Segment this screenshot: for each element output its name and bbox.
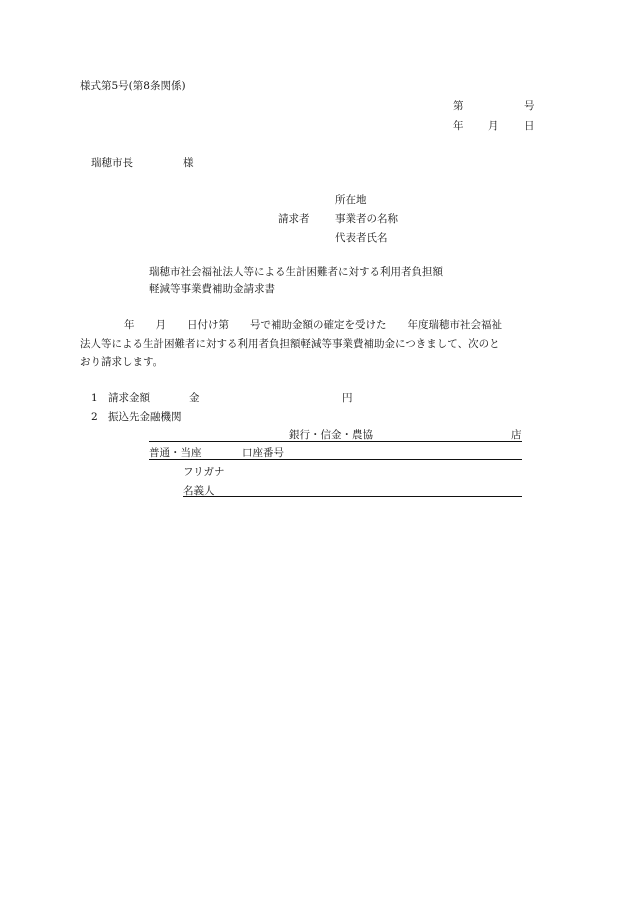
bank-name-underline [149, 441, 522, 442]
claim-amount-kin: 金 [189, 392, 200, 404]
branch-suffix: 店 [511, 429, 522, 441]
account-holder-label: 名義人 [183, 485, 215, 497]
item1-number: 1 [91, 392, 98, 404]
account-underline [149, 459, 522, 460]
body-text-line3: おり請求します。 [80, 356, 164, 368]
doc-date-month: 月 [488, 120, 499, 132]
body-text-line2: 法人等による生計困難者に対する利用者負担額軽減等事業費補助金につきまして、次のと [80, 338, 500, 350]
account-number-label: 口座番号 [242, 447, 284, 459]
doc-date-day: 日 [524, 120, 535, 132]
account-type-options: 普通・当座 [149, 447, 202, 459]
doc-date-year: 年 [453, 120, 464, 132]
document-title-line1: 瑞穂市社会福祉法人等による生計困難者に対する利用者負担額 [149, 266, 443, 278]
item2-number: 2 [91, 411, 98, 423]
claim-amount-yen: 円 [342, 392, 353, 404]
claim-amount-label: 請求金額 [108, 392, 150, 404]
furigana-label: フリガナ [183, 466, 225, 478]
requester-label: 請求者 [278, 213, 310, 225]
doc-number-dai: 第 [453, 100, 464, 112]
form-number-label: 様式第5号(第8条関係) [80, 80, 186, 92]
doc-number-go: 号 [524, 100, 535, 112]
bank-section-label: 振込先金融機関 [108, 411, 182, 423]
bank-type-options: 銀行・信金・農協 [289, 429, 373, 441]
body-text-line1: 年 月 日付け第 号で補助金額の確定を受けた 年度瑞穂市社会福祉 [124, 319, 502, 331]
document-title-line2: 軽減等事業費補助金請求書 [149, 283, 275, 295]
account-holder-underline [183, 496, 522, 497]
addressee-honorific: 様 [183, 157, 194, 169]
requester-business-name-label: 事業者の名称 [335, 213, 398, 225]
requester-address-label: 所在地 [335, 194, 367, 206]
requester-representative-label: 代表者氏名 [335, 232, 388, 244]
addressee-name: 瑞穂市長 [91, 157, 133, 169]
